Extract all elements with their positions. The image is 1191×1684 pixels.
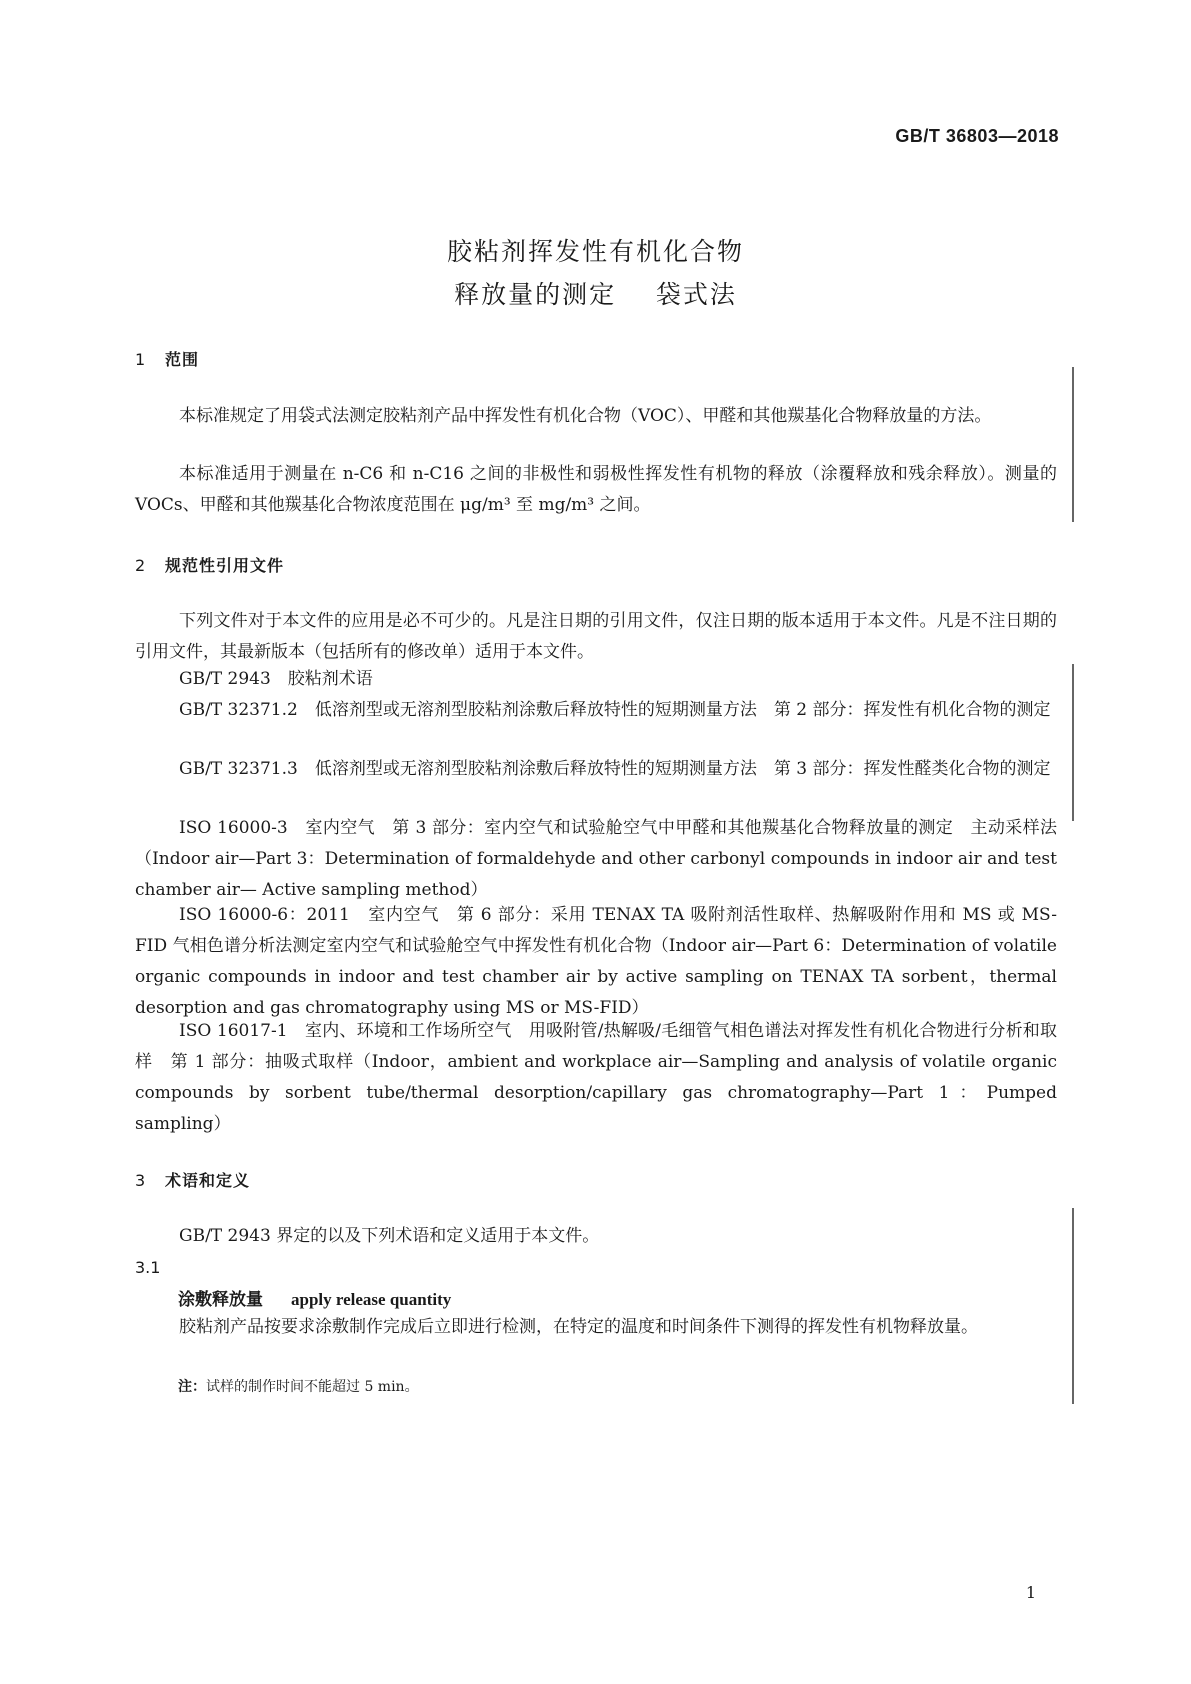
change-bar: [1072, 1208, 1074, 1404]
section-title: 规范性引用文件: [165, 556, 285, 575]
reference-item: ISO 16017-1 室内、环境和工作场所空气 用吸附管/热解吸/毛细管气相色谱法对挥发性有机化合物进行分析和取样 第 1 部分：抽吸式取样（Indoor，ambient and workplace air—Sampling and analysis of volatile organic compounds by sorbent tube/thermal desorption/capillary gas chromatography—Part 1：Pumped sampling）: [135, 1021, 1057, 1134]
section-2-heading: [135, 553, 284, 576]
change-bar: [1072, 664, 1074, 821]
term-chinese: 涂敷释放量: [178, 1290, 263, 1310]
section-1-heading: [135, 347, 199, 370]
section-2-paragraph-1: 下列文件对于本文件的应用是必不可少的。凡是注日期的引用文件，仅注日期的版本适用于本文件。凡是不注日期的引用文件，其最新版本（包括所有的修改单）适用于本文件。: [135, 611, 1057, 662]
section-number: 2: [135, 556, 147, 575]
section-3-heading: [135, 1168, 250, 1191]
document-title-line2: 释放量的测定 袋式法: [454, 280, 737, 309]
standard-code: GB/T 36803—2018: [895, 126, 1059, 146]
change-bar: [1072, 367, 1074, 522]
note: [178, 1376, 419, 1396]
section-3-paragraph-1: GB/T 2943 界定的以及下列术语和定义适用于本文件。: [179, 1226, 600, 1246]
note-label: 注：: [178, 1379, 206, 1395]
section-title: 范围: [165, 350, 200, 369]
section-number: 1: [135, 350, 147, 369]
note-text: 试样的制作时间不能超过 5 min。: [206, 1379, 419, 1395]
section-1-paragraph-1: 本标准规定了用袋式法测定胶粘剂产品中挥发性有机化合物（VOC）、甲醛和其他羰基化合物释放量的方法。: [179, 406, 992, 426]
section-title: 术语和定义: [165, 1171, 251, 1190]
reference-item: ISO 16000-3 室内空气 第 3 部分：室内空气和试验舱空气中甲醛和其他羰基化合物释放量的测定 主动采样法（Indoor air—Part 3：Determination of formaldehyde and other carbonyl compounds in indoor air and test chamber air— Active sampling method）: [135, 818, 1057, 900]
reference-item: GB/T 32371.3 低溶剂型或无溶剂型胶粘剂涂敷后释放特性的短期测量方法 第 3 部分：挥发性醛类化合物的测定: [179, 759, 1051, 779]
reference-item: GB/T 2943 胶粘剂术语: [179, 669, 373, 689]
term-number: 3.1: [135, 1258, 161, 1277]
section-number: 3: [135, 1171, 147, 1190]
section-1-paragraph-2: 本标准适用于测量在 n-C6 和 n-C16 之间的非极性和弱极性挥发性有机物的释放（涂覆释放和残余释放）。测量的 VOCs、甲醛和其他羰基化合物浓度范围在 μg/m³ 至 mg/m³ 之间。: [135, 464, 1057, 515]
reference-item: GB/T 32371.2 低溶剂型或无溶剂型胶粘剂涂敷后释放特性的短期测量方法 第 2 部分：挥发性有机化合物的测定: [179, 700, 1051, 720]
term-english: apply release quantity: [291, 1290, 452, 1309]
document-title-line1: 胶粘剂挥发性有机化合物: [446, 237, 744, 266]
term-definition: 胶粘剂产品按要求涂敷制作完成后立即进行检测，在特定的温度和时间条件下测得的挥发性有机物释放量。: [179, 1317, 978, 1337]
term-entry: [178, 1285, 451, 1310]
reference-item: ISO 16000-6：2011 室内空气 第 6 部分：采用 TENAX TA 吸附剂活性取样、热解吸附作用和 MS 或 MS-FID 气相色谱分析法测定室内空气和试验舱空气中挥发性有机化合物（Indoor air—Part 6：Determination of volatile organic compounds in indoor and test chamber air by active sampling on TENAX TA sorbent，thermal desorption and gas chromatography using MS or MS-FID）: [135, 905, 1057, 1018]
page-number: 1: [1025, 1583, 1036, 1602]
